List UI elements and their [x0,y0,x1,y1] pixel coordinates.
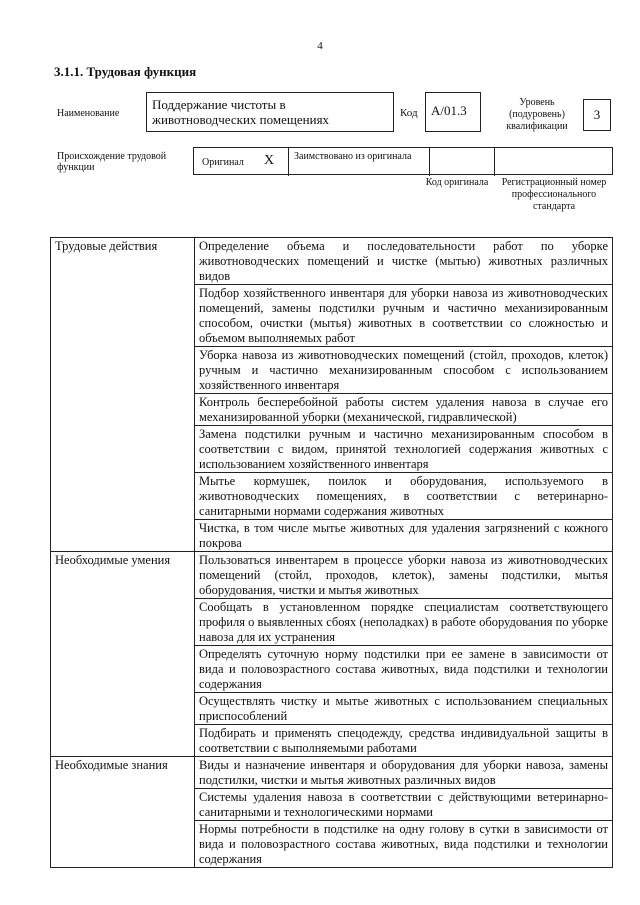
origin-label: Происхождение трудовой функции [57,151,167,173]
item-cell: Сообщать в установленном порядке специалистам соответствующего профиля о выявленных сбоях (неполадках) в работе оборудования по уборке навоза для их устранения [195,599,613,646]
item-cell: Чистка, в том числе мытье животных для удаления загрязнений с кожного покрова [195,520,613,552]
origin-original-cell [194,148,289,176]
level-box [583,99,611,131]
item-cell: Подбор хозяйственного инвентаря для уборки навоза из животноводческих помещений, замены подстилки ручным и частично механизированным способом, очистки (мытья) животных в соответствии со сложностью и объемом выполняемых работ [195,285,613,347]
code-value: А/01.3 [431,103,467,118]
code-box [425,92,481,132]
item-cell: Контроль бесперебойной работы систем удаления навоза в случае его механизированной уборки (механической, гидравлической) [195,394,613,426]
labor-function-table [50,237,613,868]
table-row [51,238,613,285]
item-cell: Определение объема и последовательности работ по уборке животноводческих помещений и чистке (мытью) животных различных видов [195,238,613,285]
original-mark: X [264,153,275,168]
item-cell: Замена подстилки ручным и частично механизированным способом в соответствии с видом, принятой технологией содержания животных с использованием хозяйственного инвентаря [195,426,613,473]
item-cell: Системы удаления навоза в соответствии с действующими ветеринарно-санитарными и технологическими нормами [195,789,613,821]
code-original-label: Код оригинала [425,177,489,188]
item-cell: Нормы потребности в подстилке на одну голову в сутки в зависимости от вида и половозрастного состава животных, вида подстилки и технологии содержания [195,821,613,868]
item-cell: Мытье кормушек, поилок и оборудования, используемого в животноводческих помещениях, в соответствии с ветеринарно-санитарными нормами содержания животных [195,473,613,520]
borrowed-label: Заимствовано из оригинала [294,151,412,162]
page-number: 4 [317,40,323,52]
code-label: Код [400,107,418,119]
item-cell: Виды и назначение инвентаря и оборудования для уборки навоза, замены подстилки, чистки и мытья животных различных видов [195,757,613,789]
level-label: Уровень (подуровень) квалификации [506,97,568,132]
item-cell: Определять суточную норму подстилки при ее замене в зависимости от вида и половозрастного состава животных, вида подстилки и технологии содержания [195,646,613,693]
category-cell: Необходимые знания [51,757,195,868]
origin-table [193,147,613,175]
function-name-box [146,92,394,132]
item-cell: Пользоваться инвентарем в процессе уборки навоза из животноводческих помещений (стойл, проходов, клеток), замены подстилки, мытья оборудования, чистки и мытья животных [195,552,613,599]
section-title: 3.1.1. Трудовая функция [54,64,197,79]
name-label: Наименование [57,108,120,119]
item-cell: Подбирать и применять спецодежду, средства индивидуальной защиты в соответствии с выполняемыми работами [195,725,613,757]
category-cell: Трудовые действия [51,238,195,552]
reg-number-label: Регистрационный номер профессионального стандарта [501,177,607,212]
table-row [51,757,613,789]
level-value: 3 [593,107,601,122]
item-cell: Осуществлять чистку и мытье животных с использованием специальных приспособлений [195,693,613,725]
origin-borrowed-cell [289,148,430,176]
category-cell: Необходимые умения [51,552,195,757]
original-label: Оригинал [202,157,244,168]
item-cell: Уборка навоза из животноводческих помещений (стойл, проходов, клеток) ручным и частично механизированным способом с использованием хозяйственного инвентаря [195,347,613,394]
table-row [51,552,613,599]
origin-code-cell [430,148,495,176]
function-name-value: Поддержание чистоты в животноводческих помещениях [152,97,330,127]
